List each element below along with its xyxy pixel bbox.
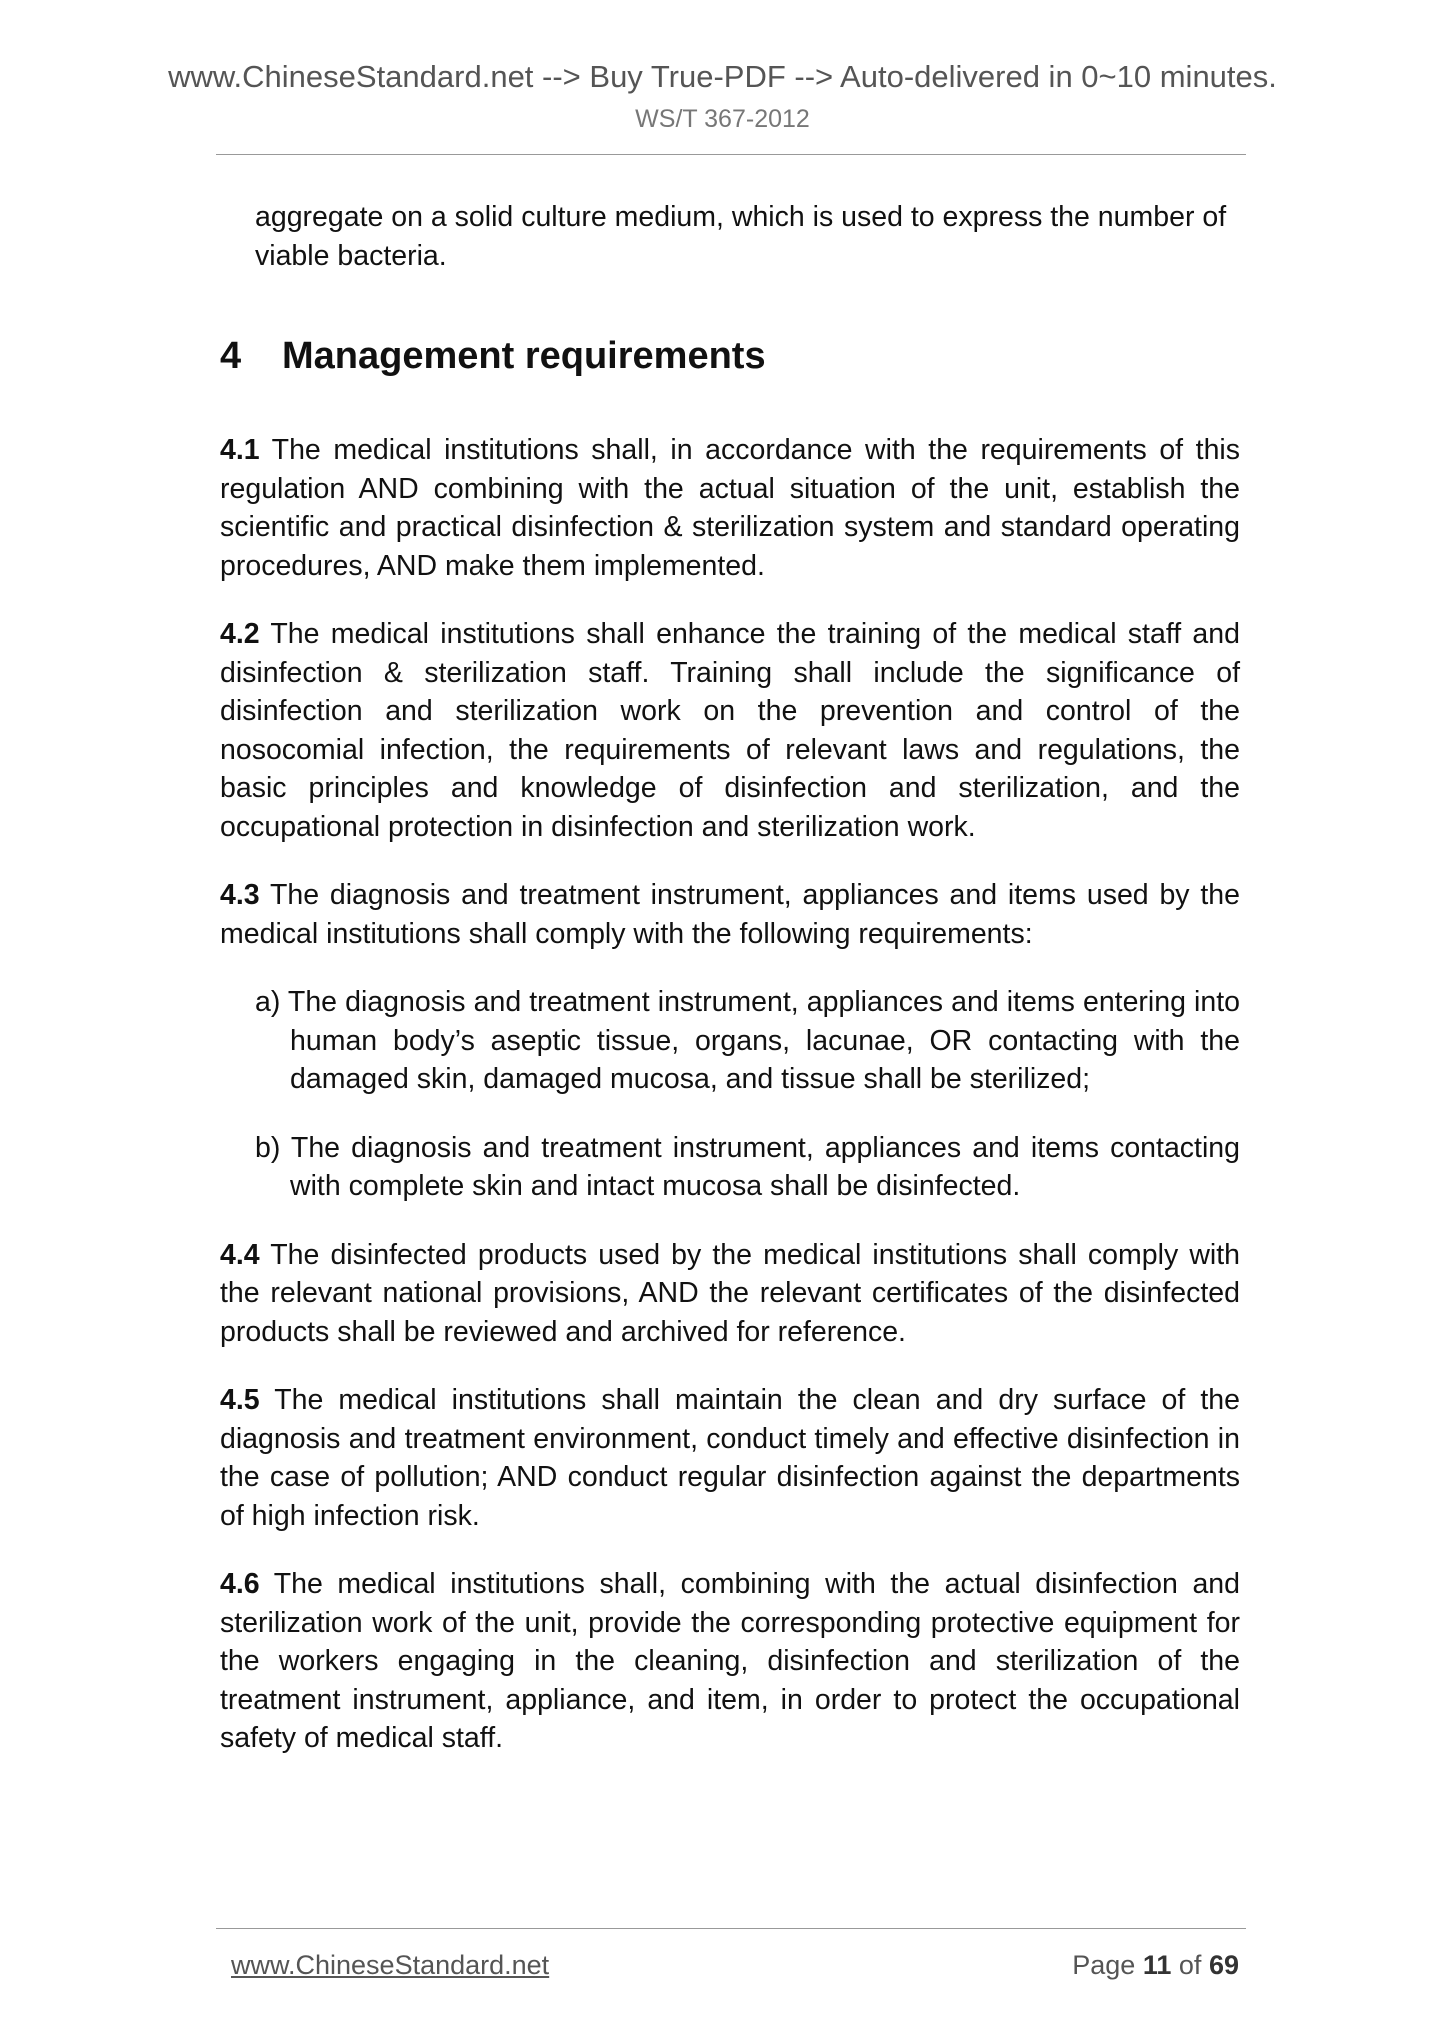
page-total: 69 [1208, 1950, 1239, 1980]
clause-4-4 [220, 1236, 1240, 1352]
page-current: 11 [1142, 1950, 1172, 1980]
section-heading [220, 333, 1240, 379]
clause-text: The medical institutions shall enhance the training of the medical staff and disinfection & sterilization staff. Training shall include the significance of disinfection and sterilization work on the prevention and control of the nosocomial infection, the requirements of relevant laws and regulations, the basic principles and knowledge of disinfection and sterilization, and the occupational protection in disinfection and sterilization work. [220, 618, 1240, 843]
clause-number: 4.4 [220, 1238, 260, 1271]
footer-site-link[interactable]: www.ChineseStandard.net [231, 1950, 550, 1980]
clause-4-6 [220, 1565, 1240, 1758]
clause-text: The disinfected products used by the medical institutions shall comply with the relevant national provisions, AND the relevant certificates of the disinfected products shall be reviewed and archived for reference. [220, 1238, 1240, 1348]
clause-text: The medical institutions shall, combining with the actual disinfection and sterilization work of the unit, provide the corresponding protective equipment for the workers engaging in the cleaning, disinfection and sterilization of the treatment instrument, appliance, and item, in order to protect the occupational safety of medical staff. [220, 1568, 1241, 1754]
section-number: 4 [220, 335, 242, 377]
clause-number: 4.2 [220, 618, 260, 650]
document-code: WS/T 367-2012 [635, 105, 810, 133]
clause-4-5 [220, 1381, 1240, 1535]
clause-number: 4.6 [220, 1568, 260, 1600]
clause-text: The medical institutions shall, in accordance with the requirements of this regulation AND combining with the actual situation of the unit, establish the scientific and practical disinfection & sterilization system and standard operating procedures, AND make them implemented. [220, 434, 1240, 582]
header-divider [216, 154, 1246, 155]
section-title: Management requirements [282, 335, 766, 377]
page-indicator [1072, 1948, 1239, 1982]
clause-number: 4.3 [220, 879, 260, 911]
page-word: Page [1072, 1950, 1136, 1980]
page-of: of [1178, 1950, 1202, 1980]
clause-number: 4.1 [220, 434, 260, 466]
list-item-a: a) The diagnosis and treatment instrument, appliances and items entering into human body’s aseptic tissue, organs, lacunae, OR contacting with the damaged skin, damaged mucosa, and tissue shall be sterilized; [255, 986, 1240, 1095]
page-content [220, 198, 1240, 1758]
footer-divider [216, 1928, 1246, 1929]
clause-text: The diagnosis and treatment instrument, appliances and items used by the medical institutions shall comply with the following requirements: [220, 879, 1241, 950]
clause-4-1 [220, 431, 1240, 585]
list-item-b: b) The diagnosis and treatment instrument, appliances and items contacting with complete skin and intact mucosa shall be disinfected. [255, 1131, 1240, 1202]
clause-number: 4.5 [220, 1384, 260, 1416]
header-banner: www.ChineseStandard.net --> Buy True-PDF --> Auto-delivered in 0~10 minutes. [168, 59, 1277, 94]
continuation-paragraph: aggregate on a solid culture medium, which is used to express the number of viable bacteria. [255, 201, 1227, 272]
clause-4-3 [220, 876, 1240, 953]
clause-text: The medical institutions shall maintain the clean and dry surface of the diagnosis and treatment environment, conduct timely and effective disinfection in the case of pollution; AND conduct regular disinfection against the departments of high infection risk. [220, 1384, 1240, 1532]
clause-4-2 [220, 615, 1240, 846]
